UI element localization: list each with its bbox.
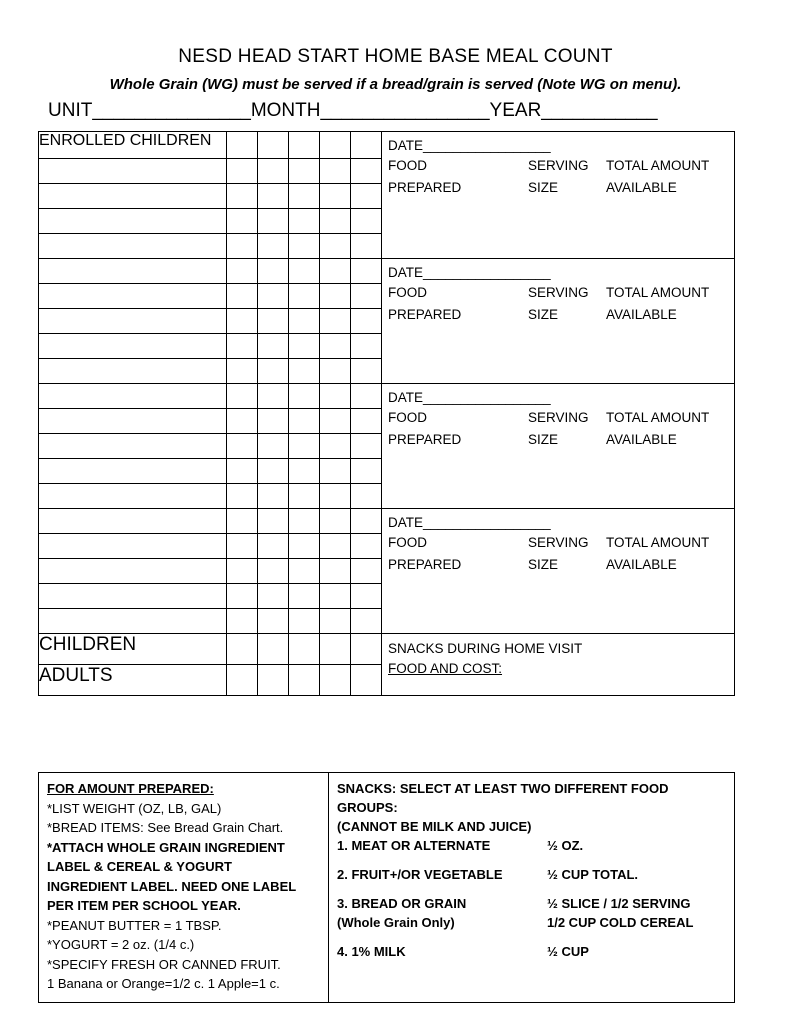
tally-cell[interactable]	[289, 409, 320, 434]
food-prepared-label: FOOD	[388, 535, 427, 550]
tally-cell[interactable]	[258, 409, 289, 434]
serving-label: SERVING	[528, 158, 589, 173]
adults-total-cell[interactable]	[289, 665, 320, 696]
tally-cell[interactable]	[351, 584, 382, 609]
tally-cell[interactable]	[289, 434, 320, 459]
tally-cell[interactable]	[227, 384, 258, 409]
tally-cell[interactable]	[289, 609, 320, 634]
adults-total-cell[interactable]	[258, 665, 289, 696]
tally-cell[interactable]	[320, 284, 351, 309]
snack-rules-heading: SNACKS: SELECT AT LEAST TWO DIFFERENT FOOD GROUPS:	[337, 781, 669, 815]
tally-cell[interactable]	[227, 284, 258, 309]
meal-block-2	[382, 259, 735, 384]
child-name-cell[interactable]	[39, 309, 227, 334]
tally-cell[interactable]	[227, 584, 258, 609]
tally-cell[interactable]	[258, 509, 289, 534]
tally-cell[interactable]	[258, 334, 289, 359]
tally-cell[interactable]	[351, 384, 382, 409]
tally-cell[interactable]	[258, 384, 289, 409]
amount-prepared-heading: FOR AMOUNT PREPARED:	[47, 781, 214, 796]
tally-cell[interactable]	[351, 609, 382, 634]
child-name-cell[interactable]	[39, 334, 227, 359]
meal-date-3[interactable]: DATE_________________	[388, 390, 551, 405]
serving-label: SERVING	[528, 410, 589, 425]
child-name-cell[interactable]	[39, 159, 227, 184]
amount-prepared-line: *ATTACH WHOLE GRAIN INGREDIENT	[47, 839, 285, 855]
tally-cell[interactable]	[227, 559, 258, 584]
children-total-cell[interactable]	[289, 634, 320, 665]
child-name-cell[interactable]	[39, 234, 227, 259]
tally-cell[interactable]	[351, 334, 382, 359]
snack-rule-amount: ½ OZ.	[547, 838, 584, 853]
tally-cell[interactable]	[320, 159, 351, 184]
tally-cell[interactable]	[289, 259, 320, 284]
meal-block-3	[382, 384, 735, 509]
food-prepared-label2: PREPARED	[388, 557, 462, 572]
tally-cell[interactable]	[320, 584, 351, 609]
snack-rule-label: 2. FRUIT+/OR VEGETABLE	[337, 867, 503, 882]
tally-cell[interactable]	[351, 534, 382, 559]
food-prepared-label: FOOD	[388, 285, 427, 300]
snack-rules-subheading: (CANNOT BE MILK AND JUICE)	[337, 819, 532, 834]
tally-cell[interactable]	[320, 534, 351, 559]
children-total-cell[interactable]	[320, 634, 351, 665]
child-name-cell[interactable]	[39, 384, 227, 409]
tally-cell[interactable]	[258, 359, 289, 384]
food-prepared-label: FOOD	[388, 410, 427, 425]
snack-visit-line1: SNACKS DURING HOME VISIT	[388, 641, 583, 656]
tally-cell[interactable]	[227, 209, 258, 234]
amount-prepared-line: *PEANUT BUTTER = 1 TBSP.	[47, 917, 222, 933]
tally-cell[interactable]	[320, 484, 351, 509]
tally-cell[interactable]	[258, 484, 289, 509]
meal-date-1[interactable]: DATE_________________	[388, 138, 551, 153]
tally-cell[interactable]	[320, 509, 351, 534]
tally-cell[interactable]	[227, 484, 258, 509]
serving-label2: SIZE	[528, 180, 559, 195]
serving-label: SERVING	[528, 535, 589, 550]
serving-label2: SIZE	[528, 557, 559, 572]
snack-rules-box	[329, 773, 735, 1003]
tally-cell[interactable]	[227, 309, 258, 334]
tally-cell[interactable]	[289, 284, 320, 309]
children-total-cell[interactable]	[227, 634, 258, 665]
tally-cell[interactable]	[258, 309, 289, 334]
food-prepared-label: FOOD	[388, 158, 427, 173]
total-amount-label: TOTAL AMOUNT	[606, 158, 710, 173]
amount-prepared-box	[39, 773, 329, 1003]
meal-date-2[interactable]: DATE_________________	[388, 265, 551, 280]
child-name-cell[interactable]	[39, 259, 227, 284]
snack-home-visit-block[interactable]	[382, 634, 735, 696]
tally-cell[interactable]	[320, 559, 351, 584]
serving-label2: SIZE	[528, 432, 559, 447]
child-name-cell[interactable]	[39, 459, 227, 484]
tally-cell[interactable]	[320, 132, 351, 159]
children-total-cell[interactable]	[351, 634, 382, 665]
tally-cell[interactable]	[351, 184, 382, 209]
child-name-cell[interactable]	[39, 609, 227, 634]
total-amount-label: TOTAL AMOUNT	[606, 410, 710, 425]
tally-cell[interactable]	[227, 459, 258, 484]
meal-block-4	[382, 509, 735, 634]
tally-cell[interactable]	[258, 609, 289, 634]
tally-cell[interactable]	[351, 309, 382, 334]
total-amount-label2: AVAILABLE	[606, 180, 677, 195]
tally-cell[interactable]	[227, 132, 258, 159]
tally-cell[interactable]	[258, 284, 289, 309]
amount-prepared-line: *YOGURT = 2 oz. (1/4 c.)	[47, 937, 195, 952]
amount-prepared-line: *SPECIFY FRESH OR CANNED FRUIT.	[47, 956, 281, 972]
tally-cell[interactable]	[320, 209, 351, 234]
snack-visit-line2: FOOD AND COST:	[388, 661, 503, 676]
tally-cell[interactable]	[351, 159, 382, 184]
child-name-cell[interactable]	[39, 509, 227, 534]
tally-cell[interactable]	[320, 334, 351, 359]
tally-cell[interactable]	[258, 559, 289, 584]
snack-rule-label: 3. BREAD OR GRAIN	[337, 896, 467, 911]
child-name-cell[interactable]	[39, 284, 227, 309]
snack-rule-amount: ½ CUP	[547, 944, 589, 959]
tally-cell[interactable]	[289, 359, 320, 384]
tally-cell[interactable]	[289, 584, 320, 609]
tally-cell[interactable]	[289, 234, 320, 259]
child-name-cell[interactable]	[39, 534, 227, 559]
child-name-cell[interactable]	[39, 484, 227, 509]
food-prepared-label2: PREPARED	[388, 307, 462, 322]
tally-cell[interactable]	[351, 284, 382, 309]
tally-cell[interactable]	[258, 534, 289, 559]
tally-cell[interactable]	[320, 234, 351, 259]
tally-cell[interactable]	[289, 334, 320, 359]
enrolled-children-header: ENROLLED CHILDREN	[39, 132, 227, 159]
adults-total-label: ADULTS	[39, 665, 227, 696]
amount-prepared-line: 1 Banana or Orange=1/2 c. 1 Apple=1 c.	[47, 976, 280, 991]
child-name-cell[interactable]	[39, 559, 227, 584]
amount-prepared-line: *LIST WEIGHT (OZ, LB, GAL)	[47, 800, 222, 816]
page-title: NESD HEAD START HOME BASE MEAL COUNT	[178, 46, 613, 67]
food-prepared-label2: PREPARED	[388, 432, 462, 447]
snack-rule-label: 1. MEAT OR ALTERNATE	[337, 838, 491, 853]
tally-cell[interactable]	[351, 209, 382, 234]
tally-cell[interactable]	[258, 584, 289, 609]
tally-cell[interactable]	[258, 132, 289, 159]
tally-cell[interactable]	[289, 384, 320, 409]
tally-cell[interactable]	[351, 434, 382, 459]
serving-label2: SIZE	[528, 307, 559, 322]
tally-cell[interactable]	[289, 132, 320, 159]
children-total-cell[interactable]	[258, 634, 289, 665]
tally-cell[interactable]	[258, 209, 289, 234]
tally-cell[interactable]	[258, 159, 289, 184]
tally-cell[interactable]	[227, 259, 258, 284]
serving-label: SERVING	[528, 285, 589, 300]
tally-cell[interactable]	[227, 509, 258, 534]
tally-cell[interactable]	[351, 559, 382, 584]
amount-prepared-line: PER ITEM PER SCHOOL YEAR.	[47, 898, 241, 913]
tally-cell[interactable]	[320, 309, 351, 334]
tally-cell[interactable]	[320, 409, 351, 434]
tally-cell[interactable]	[227, 434, 258, 459]
child-name-cell[interactable]	[39, 184, 227, 209]
tally-cell[interactable]	[289, 209, 320, 234]
adults-total-cell[interactable]	[351, 665, 382, 696]
total-amount-label: TOTAL AMOUNT	[606, 285, 710, 300]
tally-cell[interactable]	[320, 359, 351, 384]
snack-rule-amount: ½ SLICE / 1/2 SERVING	[547, 896, 691, 911]
tally-cell[interactable]	[289, 159, 320, 184]
tally-cell[interactable]	[227, 334, 258, 359]
snack-rule-label: (Whole Grain Only)	[337, 915, 455, 930]
tally-cell[interactable]	[289, 484, 320, 509]
tally-cell[interactable]	[320, 384, 351, 409]
adults-total-cell[interactable]	[227, 665, 258, 696]
total-amount-label2: AVAILABLE	[606, 557, 677, 572]
tally-cell[interactable]	[258, 234, 289, 259]
child-name-cell[interactable]	[39, 434, 227, 459]
food-prepared-label2: PREPARED	[388, 180, 462, 195]
tally-cell[interactable]	[289, 509, 320, 534]
adults-total-cell[interactable]	[320, 665, 351, 696]
header-fields: UNIT_______________MONTH________________YEAR___________	[48, 100, 658, 121]
tally-cell[interactable]	[351, 409, 382, 434]
child-name-cell[interactable]	[39, 209, 227, 234]
total-amount-label2: AVAILABLE	[606, 432, 677, 447]
amount-prepared-line: INGREDIENT LABEL. NEED ONE LABEL	[47, 878, 297, 894]
tally-cell[interactable]	[289, 534, 320, 559]
tally-cell[interactable]	[258, 259, 289, 284]
tally-cell[interactable]	[227, 159, 258, 184]
tally-cell[interactable]	[320, 609, 351, 634]
amount-prepared-line: LABEL & CEREAL & YOGURT	[47, 859, 232, 874]
tally-cell[interactable]	[258, 434, 289, 459]
tally-cell[interactable]	[289, 559, 320, 584]
tally-cell[interactable]	[227, 359, 258, 384]
tally-cell[interactable]	[227, 609, 258, 634]
tally-cell[interactable]	[227, 234, 258, 259]
children-total-label: CHILDREN	[39, 634, 227, 665]
total-amount-label2: AVAILABLE	[606, 307, 677, 322]
page-subtitle: Whole Grain (WG) must be served if a bread/grain is served (Note WG on menu).	[109, 76, 682, 93]
snack-rule-amount: 1/2 CUP COLD CEREAL	[547, 915, 694, 930]
meal-count-table	[38, 131, 735, 696]
snack-rule-label: 4. 1% MILK	[337, 944, 406, 959]
meal-date-4[interactable]: DATE_________________	[388, 515, 551, 530]
tally-cell[interactable]	[320, 184, 351, 209]
tally-cell[interactable]	[351, 259, 382, 284]
child-name-cell[interactable]	[39, 409, 227, 434]
tally-cell[interactable]	[227, 409, 258, 434]
tally-cell[interactable]	[289, 309, 320, 334]
tally-cell[interactable]	[227, 184, 258, 209]
tally-cell[interactable]	[351, 132, 382, 159]
tally-cell[interactable]	[351, 234, 382, 259]
tally-cell[interactable]	[320, 434, 351, 459]
tally-cell[interactable]	[227, 534, 258, 559]
total-amount-label: TOTAL AMOUNT	[606, 535, 710, 550]
tally-cell[interactable]	[351, 359, 382, 384]
child-name-cell[interactable]	[39, 584, 227, 609]
child-name-cell[interactable]	[39, 359, 227, 384]
tally-cell[interactable]	[320, 459, 351, 484]
amount-prepared-line: *BREAD ITEMS: See Bread Grain Chart.	[47, 820, 284, 835]
tally-cell[interactable]	[351, 459, 382, 484]
tally-cell[interactable]	[258, 459, 289, 484]
snack-rule-amount: ½ CUP TOTAL.	[547, 867, 639, 882]
tally-cell[interactable]	[289, 459, 320, 484]
tally-cell[interactable]	[289, 184, 320, 209]
tally-cell[interactable]	[351, 484, 382, 509]
tally-cell[interactable]	[258, 184, 289, 209]
tally-cell[interactable]	[320, 259, 351, 284]
tally-cell[interactable]	[351, 509, 382, 534]
instructions-table	[38, 772, 735, 1003]
meal-block-1	[382, 132, 735, 259]
